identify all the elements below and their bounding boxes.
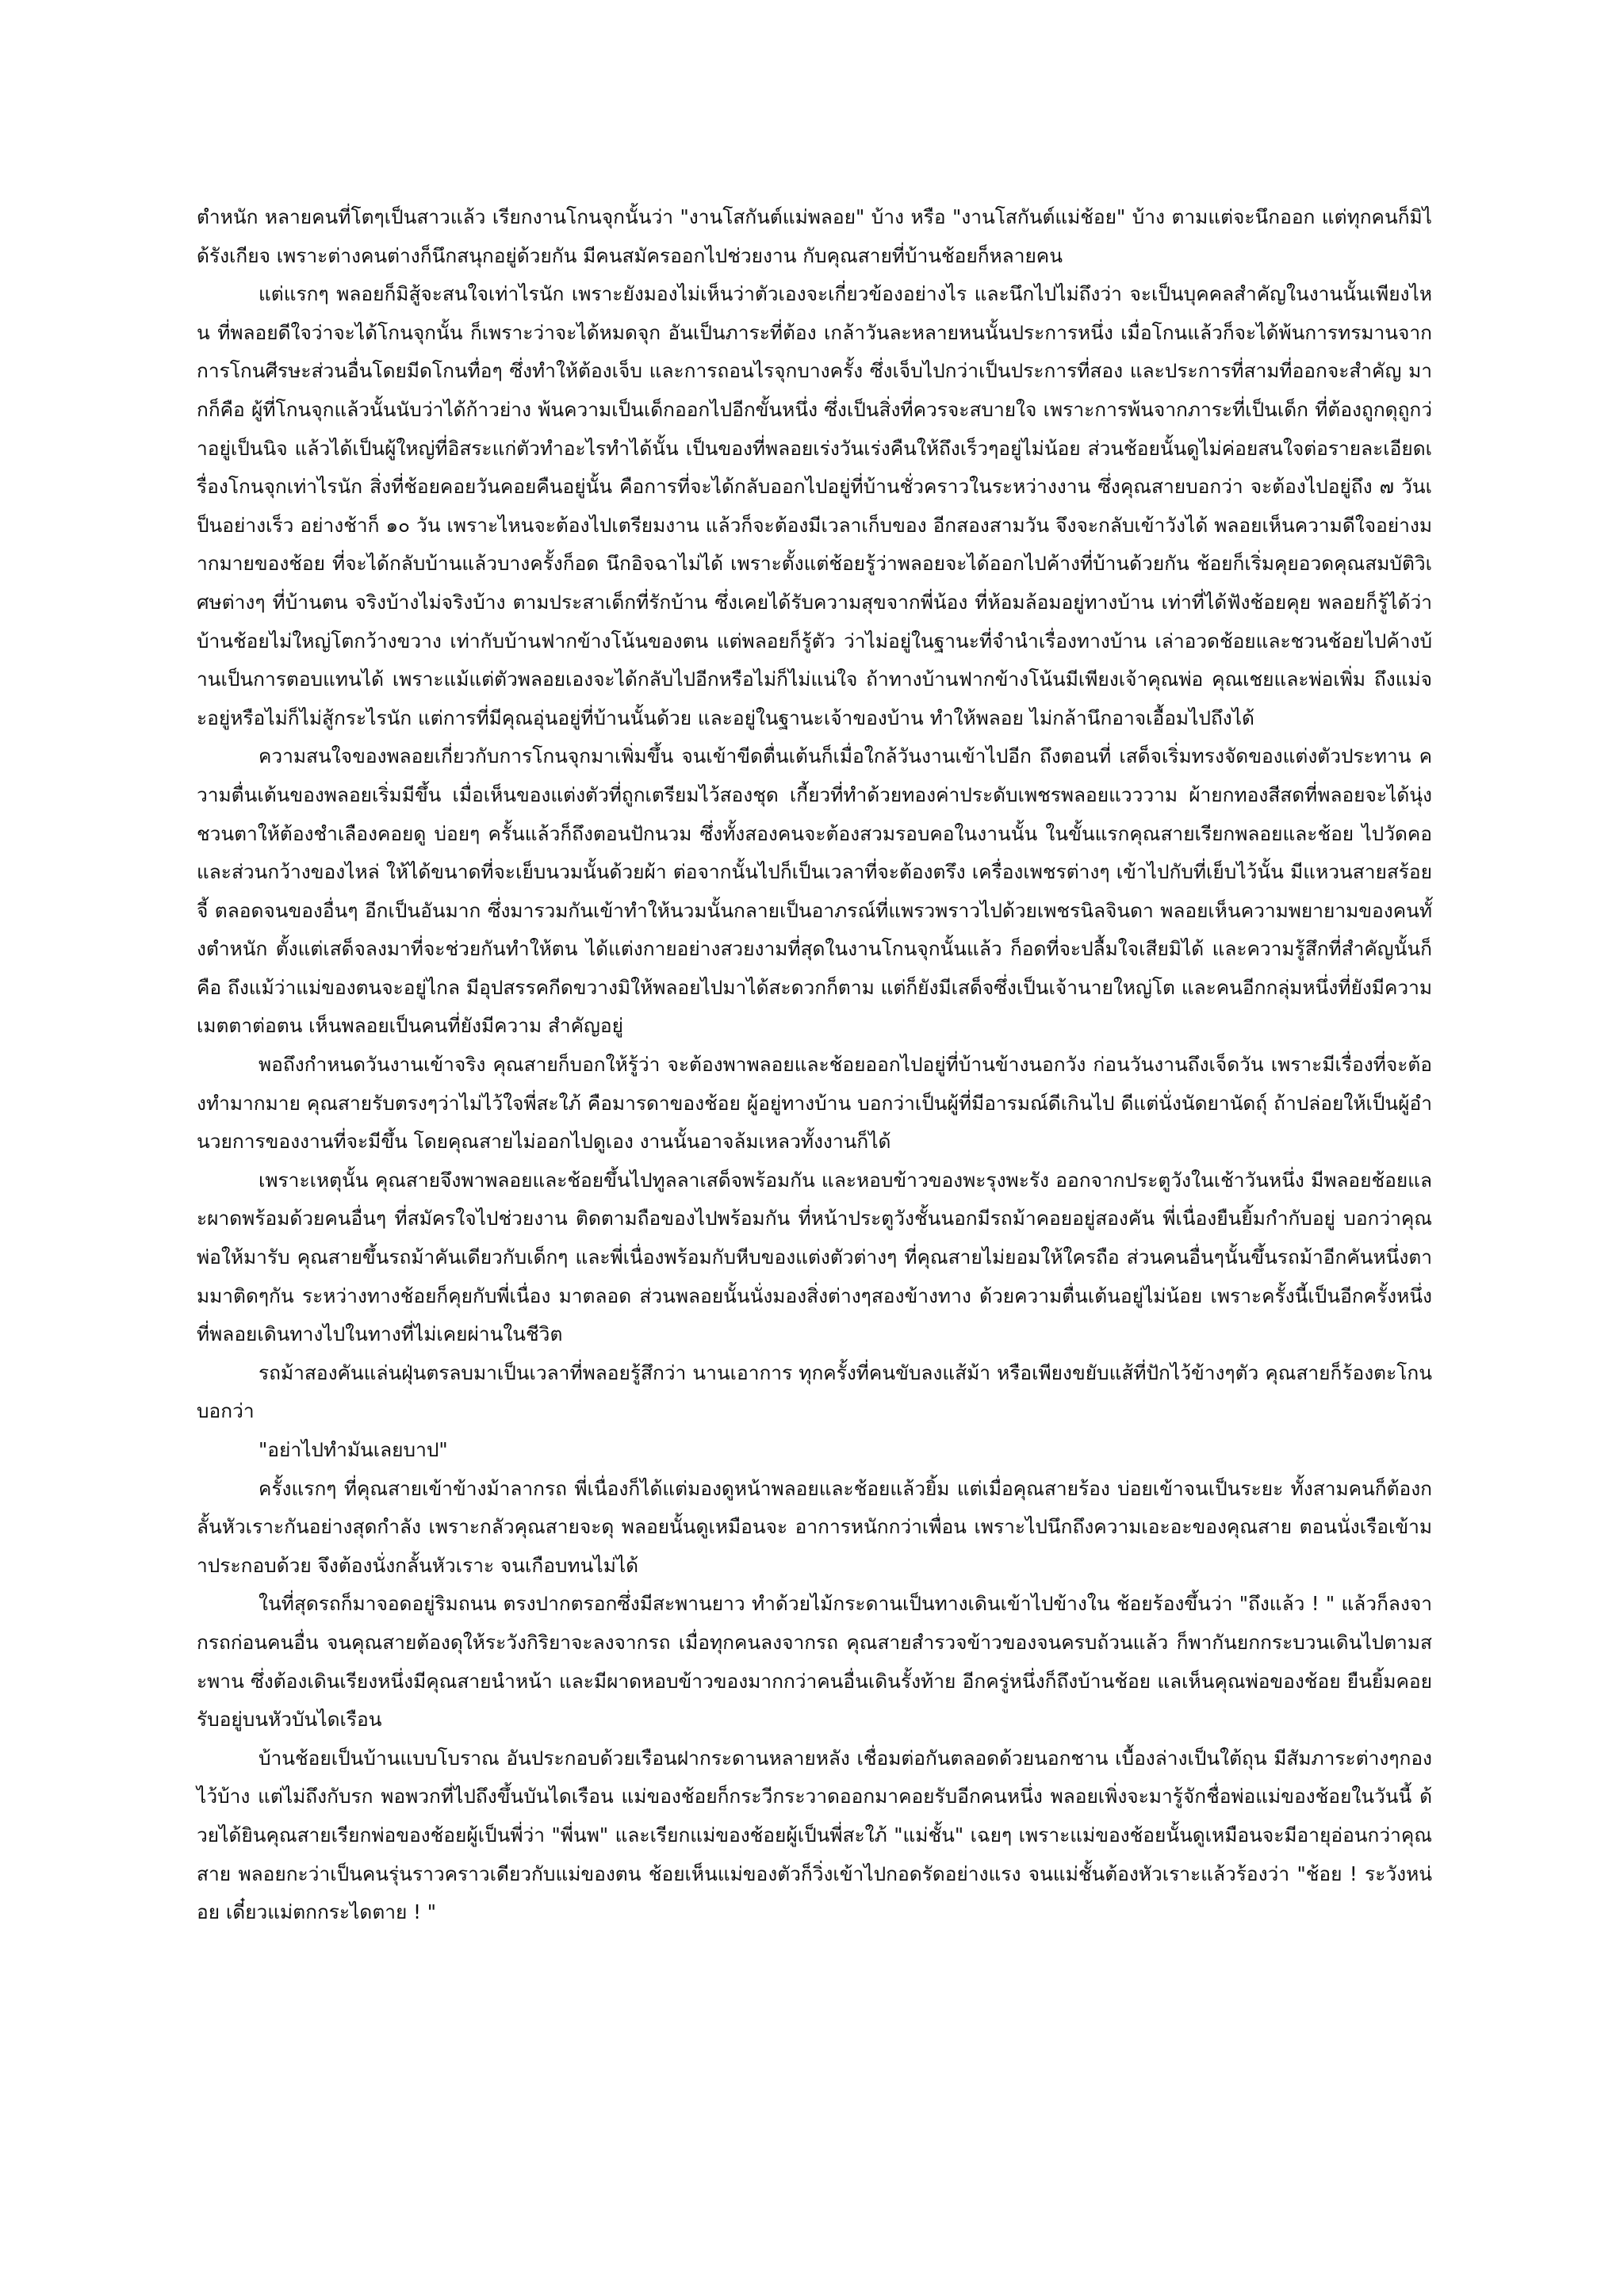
paragraph-9: ในที่สุดรถก็มาจอดอยู่ริมถนน ตรงปากตรอกซึ่งมีสะพานยาว ทำด้วยไม้กระดานเป็นทางเดินเข้าไปข้างใน ช้อยร้องขึ้นว่า "ถึงแล้ว ! " แล้วก็ลงจากรถก่อนคนอื่น จนคุณสายต้องดุให้ระวังกิริยาจะลงจากรถ เมื่อทุกคนลงจากรถ คุณสายสำรวจข้าวของจนครบถ้วนแล้ว ก็พากันยกกระบวนเดินไปตามสะพาน ซึ่งต้องเดินเรียงหนึ่งมีคุณสายนำหน้า และมีผาดหอบข้าวของมากกว่าคนอื่นเดินรั้งท้าย อีกครู่หนึ่งก็ถึงบ้านช้อย แลเห็นคุณพ่อของช้อย ยืนยิ้มคอยรับอยู่บนหัวบันไดเรือน	[197, 1592, 1432, 1732]
paragraph-8: ครั้งแรกๆ ที่คุณสายเข้าข้างม้าลากรถ พี่เนื่องก็ได้แต่มองดูหน้าพลอยและช้อยแล้วยิ้ม แต่เมื่อคุณสายร้อง บ่อยเข้าจนเป็นระยะ ทั้งสามคนก็ต้องกลั้นหัวเราะกันอย่างสุดกำลัง เพราะกลัวคุณสายจะดุ พลอยนั้นดูเหมือนจะ อาการหนักกว่าเพื่อน เพราะไปนึกถึงความเอะอะของคุณสาย ตอนนั่งเรือเข้ามาประกอบด้วย จึงต้องนั่งกลั้นหัวเราะ จนเกือบทนไม่ได้	[197, 1476, 1432, 1577]
paragraph-2: แต่แรกๆ พลอยก็มิสู้จะสนใจเท่าไรนัก เพราะยังมองไม่เห็นว่าตัวเองจะเกี่ยวข้องอย่างไร และนึกไปไม่ถึงว่า จะเป็นบุคคลสำคัญในงานนั้นเพียงไหน ที่พลอยดีใจว่าจะได้โกนจุกนั้น ก็เพราะว่าจะได้หมดจุก อันเป็นภาระที่ต้อง เกล้าวันละหลายหนนั้นประการหนึ่ง เมื่อโกนแล้วก็จะได้พ้นการทรมานจากการโกนศีรษะส่วนอื่นโดยมีดโกนทื่อๆ ซึ่งทำให้ต้องเจ็บ และการถอนไรจุกบางครั้ง ซึ่งเจ็บไปกว่าเป็นประการที่สอง และประการที่สามที่ออกจะสำคัญ มากก็คือ ผู้ที่โกนจุกแล้วนั้นนับว่าได้ก้าวย่าง พ้นความเป็นเด็กออกไปอีกขั้นหนึ่ง ซึ่งเป็นสิ่งที่ควรจะสบายใจ เพราะการพ้นจากภาระที่เป็นเด็ก ที่ต้องถูกดุถูกว่าอยู่เป็นนิจ แล้วได้เป็นผู้ใหญ่ที่อิสระแก่ตัวทำอะไรทำได้นั้น เป็นของที่พลอยเร่งวันเร่งคืนให้ถึงเร็วๆอยู่ไม่น้อย ส่วนช้อยนั้นดูไม่ค่อยสนใจต่อรายละเอียดเรื่องโกนจุกเท่าไรนัก สิ่งที่ช้อยคอยวันคอยคืนอยู่นั้น คือการที่จะได้กลับออกไปอยู่ที่บ้านชั่วคราวในระหว่างงาน ซึ่งคุณสายบอกว่า จะต้องไปอยู่ถึง ๗ วันเป็นอย่างเร็ว อย่างช้าก็ ๑๐ วัน เพราะไหนจะต้องไปเตรียมงาน แล้วก็จะต้องมีเวลาเก็บของ อีกสองสามวัน จึงจะกลับเข้าวังได้ พลอยเห็นความดีใจอย่างมากมายของช้อย ที่จะได้กลับบ้านแล้วบางครั้งก็อด นึกอิจฉาไม่ได้ เพราะตั้งแต่ช้อยรู้ว่าพลอยจะได้ออกไปค้างที่บ้านด้วยกัน ช้อยก็เริ่มคุยอวดคุณสมบัติวิเศษต่างๆ ที่บ้านตน จริงบ้างไม่จริงบ้าง ตามประสาเด็กที่รักบ้าน ซึ่งเคยได้รับความสุขจากพี่น้อง ที่ห้อมล้อมอยู่ทางบ้าน เท่าที่ได้ฟังช้อยคุย พลอยก็รู้ได้ว่าบ้านช้อยไม่ใหญ่โตกว้างขวาง เท่ากับบ้านฟากข้างโน้นของตน แต่พลอยก็รู้ตัว ว่าไม่อยู่ในฐานะที่จำนำเรื่องทางบ้าน เล่าอวดช้อยและชวนช้อยไปค้างบ้านเป็นการตอบแทนได้ เพราะแม้แต่ตัวพลอยเองจะได้กลับไปอีกหรือไม่ก็ไม่แน่ใจ ถ้าทางบ้านฟากข้างโน้นมีเพียงเจ้าคุณพ่อ คุณเชยและพ่อเพิ่ม ถึงแม่จะอยู่หรือไม่ก็ไม่สู้กระไรนัก แต่การที่มีคุณอุ่นอยู่ที่บ้านนั้นด้วย และอยู่ในฐานะเจ้าของบ้าน ทำให้พลอย ไม่กล้านึกอาจเอื้อมไปถึงได้	[197, 282, 1432, 729]
paragraph-3: ความสนใจของพลอยเกี่ยวกับการโกนจุกมาเพิ่มขึ้น จนเข้าขีดตื่นเต้นก็เมื่อใกล้วันงานเข้าไปอีก ถึงตอนที่ เสด็จเริ่มทรงจัดของแต่งตัวประทาน ความตื่นเต้นของพลอยเริ่มมีขึ้น เมื่อเห็นของแต่งตัวที่ถูกเตรียมไว้สองชุด เกี้ยวที่ทำด้วยทองค่าประดับเพชรพลอยแวววาม ผ้ายกทองสีสดที่พลอยจะได้นุ่ง ชวนตาให้ต้องชำเลืองคอยดู บ่อยๆ ครั้นแล้วก็ถึงตอนปักนวม ซึ่งทั้งสองคนจะต้องสวมรอบคอในงานนั้น ในขั้นแรกคุณสายเรียกพลอยและช้อย ไปวัดคอและส่วนกว้างของไหล่ ให้ได้ขนาดที่จะเย็บนวมนั้นด้วยผ้า ต่อจากนั้นไปก็เป็นเวลาที่จะต้องตรึง เครื่องเพชรต่างๆ เข้าไปกับที่เย็บไว้นั้น มีแหวนสายสร้อยจี้ ตลอดจนของอื่นๆ อีกเป็นอันมาก ซึ่งมารวมกันเข้าทำให้นวมนั้นกลายเป็นอาภรณ์ที่แพรวพราวไปด้วยเพชรนิลจินดา พลอยเห็นความพยายามของคนทั้งตำหนัก ตั้งแต่เสด็จลงมาที่จะช่วยกันทำให้ตน ได้แต่งกายอย่างสวยงามที่สุดในงานโกนจุกนั้นแล้ว ก็อดที่จะปลื้มใจเสียมิได้ และความรู้สึกที่สำคัญนั้นก็คือ ถึงแม้ว่าแม่ของตนจะอยู่ไกล มีอุปสรรคกีดขวางมิให้พลอยไปมาได้สะดวกก็ตาม แต่ก็ยังมีเสด็จซึ่งเป็นเจ้านายใหญ่โต และคนอีกกลุ่มหนึ่งที่ยังมีความเมตตาต่อตน เห็นพลอยเป็นคนที่ยังมีความ สำคัญอยู่	[197, 744, 1432, 1038]
paragraph-6: รถม้าสองคันแล่นฝุ่นตรลบมาเป็นเวลาที่พลอยรู้สึกว่า นานเอาการ ทุกครั้งที่คนขับลงแส้ม้า หรือเพียงขยับแส้ที่ปักไว้ข้างๆตัว คุณสายก็ร้องตะโกนบอกว่า	[197, 1360, 1432, 1423]
dialogue-line: "อย่าไปทำมันเลยบาป"	[259, 1438, 448, 1461]
body-text	[197, 198, 1432, 1932]
paragraph-1: ตำหนัก หลายคนที่โตๆเป็นสาวแล้ว เรียกงานโกนจุกนั้นว่า "งานโสกันต์แม่พลอย" บ้าง หรือ "งานโสกันต์แม่ช้อย" บ้าง ตามแต่จะนึกออก แต่ทุกคนก็มิได้รังเกียจ เพราะต่างคนต่างก็นึกสนุกอยู่ด้วยกัน มีคนสมัครออกไปช่วยงาน กับคุณสายที่บ้านช้อยก็หลายคน	[197, 205, 1432, 267]
paragraph-5: เพราะเหตุนั้น คุณสายจึงพาพลอยและช้อยขึ้นไปทูลลาเสด็จพร้อมกัน และหอบข้าวของพะรุงพะรัง ออกจากประตูวังในเช้าวันหนึ่ง มีพลอยช้อยและผาดพร้อมด้วยคนอื่นๆ ที่สมัครใจไปช่วยงาน ติดตามถือของไปพร้อมกัน ที่หน้าประตูวังชั้นนอกมีรถม้าคอยอยู่สองคัน พี่เนื่องยืนยิ้มกำกับอยู่ บอกว่าคุณพ่อให้มารับ คุณสายขึ้นรถม้าคันเดียวกับเด็กๆ และพี่เนื่องพร้อมกับหีบของแต่งตัวต่างๆ ที่คุณสายไม่ยอมให้ใครถือ ส่วนคนอื่นๆนั้นขึ้นรถม้าอีกคันหนึ่งตามมาติดๆกัน ระหว่างทางช้อยก็คุยกับพี่เนื่อง มาตลอด ส่วนพลอยนั้นนั่งมองสิ่งต่างๆสองข้างทาง ด้วยความตื่นเต้นอยู่ไม่น้อย เพราะครั้งนี้เป็นอีกครั้งหนึ่ง ที่พลอยเดินทางไปในทางที่ไม่เคยผ่านในชีวิต	[197, 1168, 1432, 1346]
paragraph-4: พอถึงกำหนดวันงานเข้าจริง คุณสายก็บอกให้รู้ว่า จะต้องพาพลอยและช้อยออกไปอยู่ที่บ้านข้างนอกวัง ก่อนวันงานถึงเจ็ดวัน เพราะมีเรื่องที่จะต้องทำมากมาย คุณสายรับตรงๆว่าไม่ไว้ใจพี่สะใภ้ คือมารดาของช้อย ผู้อยู่ทางบ้าน บอกว่าเป็นผู้ที่มีอารมณ์ดีเกินไป ดีแต่นั่งนัดยานัดถุ์ ถ้าปล่อยให้เป็นผู้อำนวยการของงานที่จะมีขึ้น โดยคุณสายไม่ออกไปดูเอง งานนั้นอาจล้มเหลวทั้งงานก็ได้	[197, 1053, 1432, 1154]
paragraph-10: บ้านช้อยเป็นบ้านแบบโบราณ อันประกอบด้วยเรือนฝากระดานหลายหลัง เชื่อมต่อกันตลอดด้วยนอกชาน เบื้องล่างเป็นใต้ถุน มีสัมภาระต่างๆกองไว้บ้าง แต่ไม่ถึงกับรก พอพวกที่ไปถึงขึ้นบันไดเรือน แม่ของช้อยก็กระวีกระวาดออกมาคอยรับอีกคนหนึ่ง พลอยเพิ่งจะมารู้จักชื่อพ่อแม่ของช้อยในวันนี้ ด้วยได้ยินคุณสายเรียกพ่อของช้อยผู้เป็นพี่ว่า "พี่นพ" และเรียกแม่ของช้อยผู้เป็นพี่สะใภ้ "แม่ชั้น" เฉยๆ เพราะแม่ของช้อยนั้นดูเหมือนจะมีอายุอ่อนกว่าคุณสาย พลอยกะว่าเป็นคนรุ่นราวคราวเดียวกับแม่ของตน ช้อยเห็นแม่ของตัวก็วิ่งเข้าไปกอดรัดอย่างแรง จนแม่ชั้นต้องหัวเราะแล้วร้องว่า "ช้อย ! ระวังหน่อย เดี๋ยวแม่ตกกระไดตาย ! "	[197, 1746, 1432, 1924]
